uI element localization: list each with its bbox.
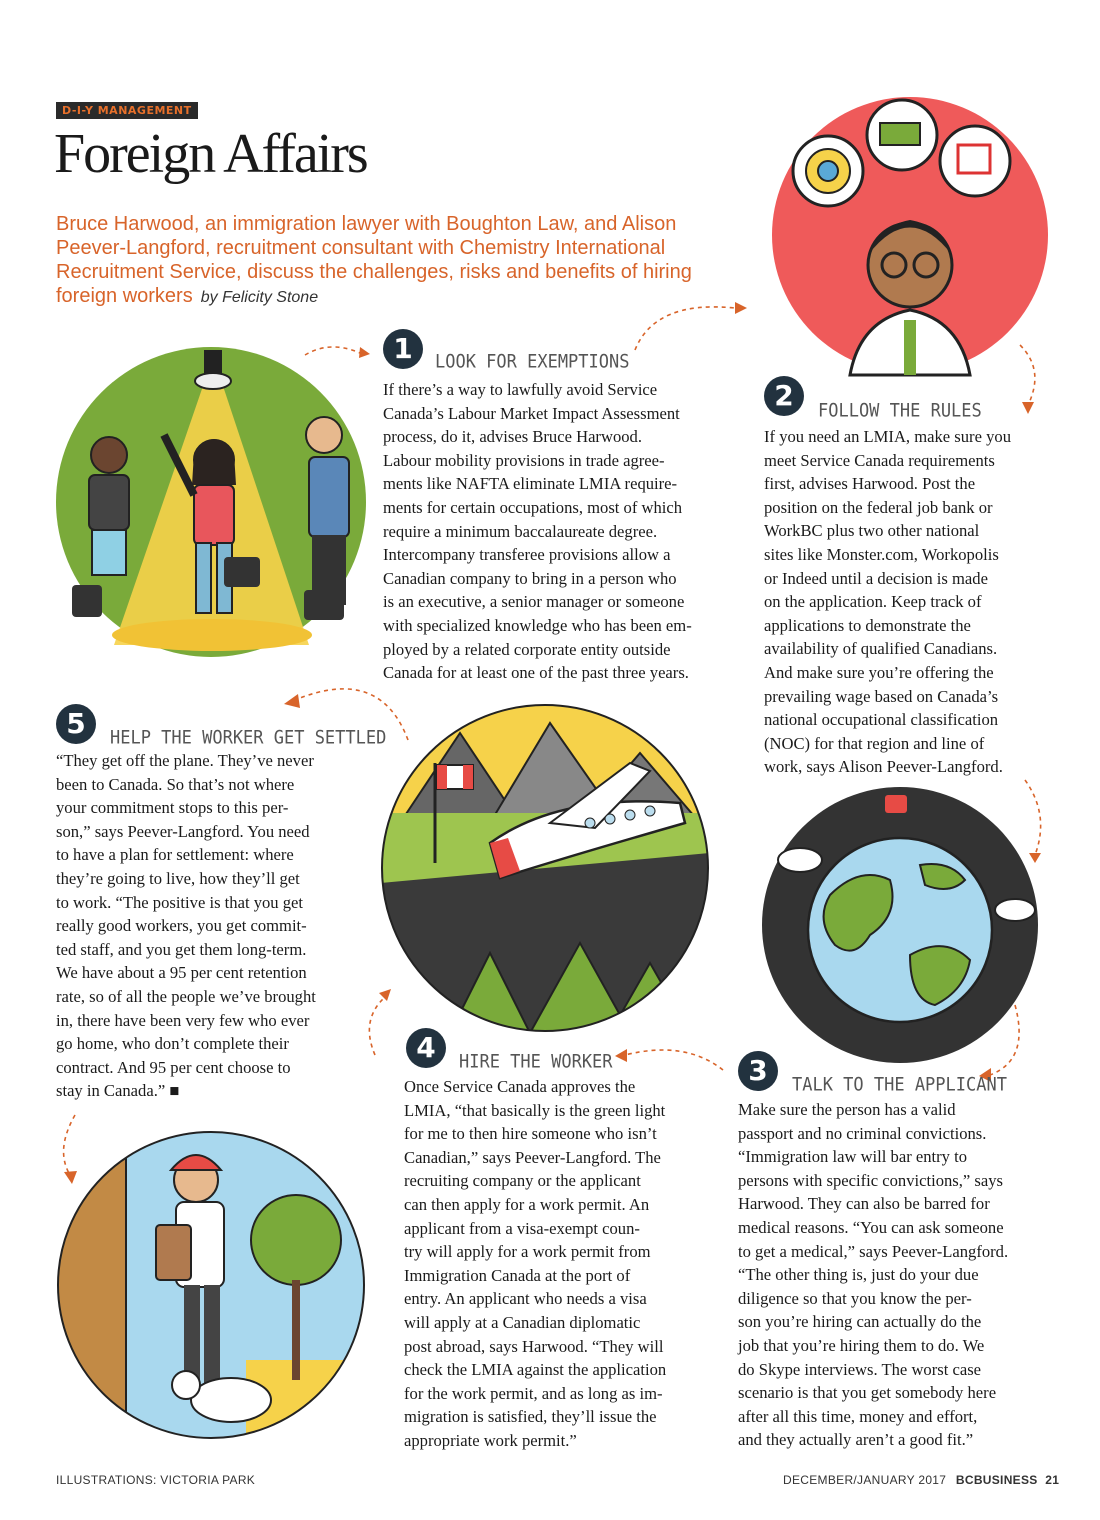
text-line: Canada for at least one of the past three years. (383, 663, 689, 683)
text-line: Intercompany transferee provisions allow a (383, 545, 671, 565)
arrow-5-down (50, 1110, 90, 1190)
text-line: in, there have been very few who ever (56, 1010, 310, 1030)
text-line: ments like NAFTA eliminate LMIA require- (383, 474, 678, 494)
issue-date: DECEMBER/JANUARY 2017 (783, 1473, 947, 1487)
step-3-heading: TALK TO THE APPLICANT (792, 1074, 1007, 1096)
text-line: prevailing wage based on Canada’s (764, 686, 999, 706)
folio (783, 1473, 1059, 1487)
step-1-number: 1 (383, 329, 423, 369)
text-line: appropriate work permit.” (404, 1430, 577, 1450)
step-3-number: 3 (738, 1051, 778, 1091)
text-line: “The other thing is, just do your due (738, 1265, 979, 1285)
step-1-body (383, 378, 728, 685)
text-line: or Indeed until a decision is made (764, 568, 988, 588)
text-line: son,” says Peever-Langford. You need (56, 821, 310, 841)
text-line: stay in Canada.” ■ (56, 1081, 180, 1101)
illustration-credit: ILLUSTRATIONS: VICTORIA PARK (56, 1473, 256, 1487)
text-line: ments for certain occupations, most of which (383, 497, 683, 517)
text-line: can then apply for a work permit. An (404, 1194, 650, 1214)
byline: by Felicity Stone (200, 289, 319, 306)
text-line: Immigration Canada at the port of (404, 1265, 631, 1285)
text-line: to have a plan for settlement: where (56, 845, 294, 865)
text-line: ted staff, and you get them long-term. (56, 939, 307, 959)
text-line: try will apply for a work permit from (404, 1242, 651, 1262)
text-line: your commitment stops to this per- (56, 798, 289, 818)
text-line: go home, who don’t complete their (56, 1034, 289, 1054)
text-line: Once Service Canada approves the (404, 1077, 636, 1096)
arrow-2-down (1010, 340, 1050, 420)
text-line: on the application. Keep track of (764, 592, 982, 612)
step-2-body (764, 425, 1054, 779)
step-2-heading: FOLLOW THE RULES (818, 400, 982, 422)
step-5-number: 5 (56, 704, 96, 744)
text-line: And make sure you’re offering the (764, 662, 994, 682)
magazine-name: BCBUSINESS (955, 1473, 1038, 1487)
text-line: they’re going to live, how they’ll get (56, 868, 300, 888)
text-line: ployed by a related corporate entity outside (383, 639, 671, 659)
text-line: check the LMIA against the application (404, 1360, 667, 1380)
text-line: Canadian company to bring in a person who (383, 568, 677, 588)
text-line: for the work permit, and as long as im- (404, 1383, 663, 1403)
text-line: post abroad, says Harwood. “They will (404, 1336, 664, 1356)
dek-text: Bruce Harwood, an immigration lawyer with Boughton Law, and Alison Peever-Langford, recruitment consultant with Chemistry International Recruitment Service, discuss the challenges, risks and benefits of hiring foreign workers (56, 213, 692, 307)
step-4-number: 4 (406, 1028, 446, 1068)
illustration-thinking-man (770, 95, 1050, 375)
text-line: applicant from a visa-exempt coun- (404, 1218, 640, 1238)
text-line: position on the federal job bank or (764, 497, 993, 517)
text-line: recruiting company or the applicant (404, 1171, 641, 1191)
step-1-heading: LOOK FOR EXEMPTIONS (435, 351, 630, 373)
text-line: do Skype interviews. The worst case (738, 1359, 982, 1379)
page-number: 21 (1045, 1473, 1060, 1487)
text-line: We have about a 95 per cent retention (56, 963, 307, 983)
illustration-moving-in (56, 1130, 366, 1440)
text-line: meet Service Canada requirements (764, 450, 995, 470)
text-line: will apply at a Canadian diplomatic (404, 1312, 641, 1332)
text-line: diligence so that you know the per- (738, 1288, 972, 1308)
step-3-body (738, 1098, 1058, 1452)
step-4-heading: HIRE THE WORKER (459, 1051, 613, 1073)
text-line: If there’s a way to lawfully avoid Service (383, 380, 658, 399)
arrow-2-to-3 (1015, 775, 1055, 865)
text-line: and they actually aren’t a good fit.” (738, 1430, 974, 1450)
illustration-spotlight (54, 345, 369, 660)
text-line: Labour mobility provisions in trade agree- (383, 450, 665, 470)
text-line: LMIA, “that basically is the green light (404, 1100, 666, 1120)
arrow-1-to-2 (625, 290, 755, 360)
text-line: work, says Alison Peever-Langford. (764, 757, 1003, 777)
text-line: passport and no criminal convictions. (738, 1123, 987, 1143)
text-line: persons with specific convictions,” says (738, 1170, 1003, 1190)
step-4-body (404, 1075, 714, 1453)
text-line: availability of qualified Canadians. (764, 639, 998, 659)
text-line: really good workers, you get commit- (56, 916, 307, 936)
text-line: “They get off the plane. They’ve never (56, 751, 314, 770)
text-line: entry. An applicant who needs a visa (404, 1289, 647, 1309)
dek (56, 212, 696, 310)
text-line: migration is satisfied, they’ll issue the (404, 1407, 657, 1427)
text-line: first, advises Harwood. Post the (764, 474, 976, 494)
text-line: (NOC) for that region and line of (764, 733, 985, 753)
text-line: Harwood. They can also be barred for (738, 1194, 990, 1214)
text-line: applications to demonstrate the (764, 615, 971, 635)
text-line: job that you’re hiring them to do. We (738, 1335, 985, 1355)
section-tag: D-I-Y MANAGEMENT (56, 102, 198, 119)
text-line: If you need an LMIA, make sure you (764, 427, 1011, 446)
text-line: son you’re hiring can actually do the (738, 1312, 982, 1332)
step-5-body (56, 749, 361, 1103)
text-line: with specialized knowledge who has been em- (383, 615, 692, 635)
text-line: sites like Monster.com, Workopolis (764, 544, 999, 564)
step-2-number: 2 (764, 376, 804, 416)
text-line: rate, so of all the people we’ve brought (56, 986, 316, 1006)
text-line: medical reasons. “You can ask someone (738, 1217, 1004, 1237)
arrow-4-to-5 (355, 985, 405, 1060)
text-line: contract. And 95 per cent choose to (56, 1057, 291, 1077)
text-line: require a minimum baccalaureate degree. (383, 521, 658, 541)
step-5-heading: HELP THE WORKER GET SETTLED (110, 727, 387, 749)
text-line: national occupational classification (764, 710, 999, 730)
text-line: after all this time, money and effort, (738, 1406, 978, 1426)
text-line: to get a medical,” says Peever-Langford. (738, 1241, 1009, 1261)
text-line: WorkBC plus two other national (764, 521, 980, 541)
illustration-plane (380, 703, 710, 1033)
text-line: to work. “The positive is that you get (56, 892, 304, 912)
text-line: been to Canada. So that’s not where (56, 774, 295, 794)
text-line: scenario is that you get somebody here (738, 1383, 997, 1403)
text-line: for me to then hire someone who isn’t (404, 1124, 657, 1144)
page-title: Foreign Affairs (54, 123, 367, 185)
text-line: Canada’s Labour Market Impact Assessment (383, 403, 680, 423)
text-line: process, do it, advises Bruce Harwood. (383, 427, 642, 447)
arrow-3-to-4 (605, 1040, 735, 1080)
text-line: Canadian,” says Peever-Langford. The (404, 1147, 661, 1167)
arrow-5-to-1 (300, 335, 380, 365)
text-line: “Immigration law will bar entry to (738, 1147, 968, 1167)
text-line: is an executive, a senior manager or someone (383, 592, 685, 612)
text-line: Make sure the person has a valid (738, 1100, 956, 1119)
